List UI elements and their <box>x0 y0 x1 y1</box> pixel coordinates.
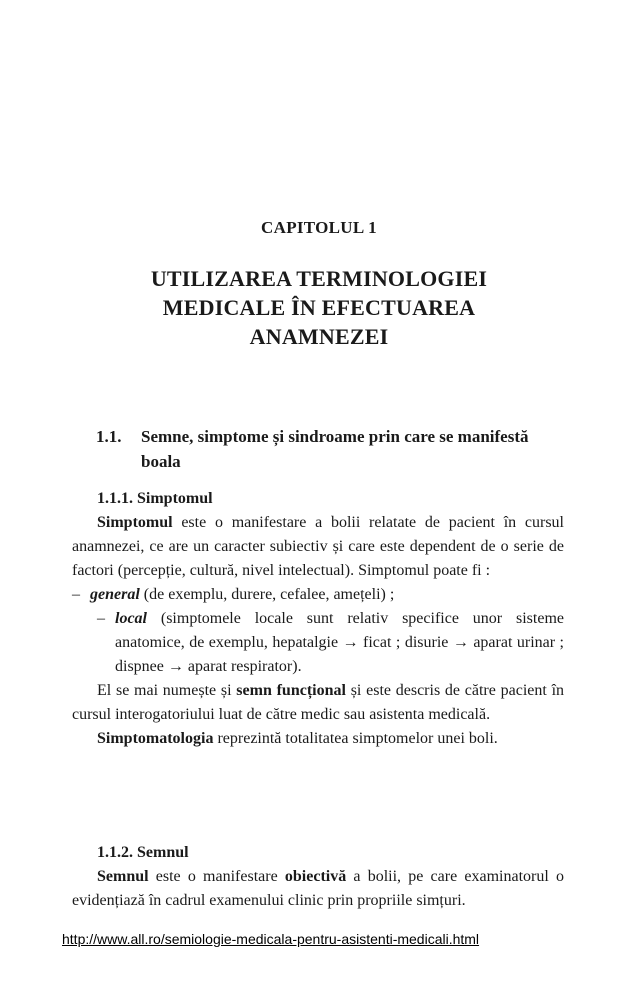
dash-bullet-icon: – <box>72 586 80 603</box>
paragraph-text: este o manifestare <box>148 868 285 885</box>
paragraph <box>72 727 564 751</box>
paragraph <box>72 865 564 913</box>
paragraph-text: și este descris de către pacient în cursul interogatoriului luat de către medic sau asistenta medicală. <box>72 682 565 723</box>
chapter-title-line: ANAMNEZEI <box>249 324 389 349</box>
term-bold: semn funcțional <box>236 682 346 699</box>
chapter-title-line: MEDICALE ÎN EFECTUAREA <box>162 295 476 320</box>
term-bold: Semnul <box>97 868 149 885</box>
paragraph-text: reprezintă totalitatea simptomelor unei boli. <box>213 730 498 747</box>
paragraph-text: este o manifestare a bolii relatate de pacient în cursul anamnezei, ce are un caracter subiectiv și care este dependent de o serie de factori (percepție, cultură, nivel intelectual). Simptomul poate fi : <box>72 514 564 579</box>
list-item <box>97 607 564 679</box>
paragraph <box>72 679 564 727</box>
section-number: 1.1. <box>96 427 122 446</box>
section-heading <box>96 424 536 474</box>
subsection-heading: 1.1.1. Simptomul <box>97 490 213 507</box>
chapter-title <box>0 264 638 351</box>
list-item-text: (simptomele locale sunt relativ specifice unor sisteme anatomice, de exemplu, hepatalgie → ficat ; disurie → aparat urinar ; dispnee → aparat respirator). <box>115 610 564 675</box>
source-link[interactable]: http://www.all.ro/semiologie-medicala-pentru-asistenti-medicali.html <box>62 931 480 947</box>
simptomul-block <box>72 487 564 751</box>
list-item <box>72 583 564 607</box>
section-title: Semne, simptome și sindroame prin care se manifestă boala <box>141 427 529 471</box>
term-bold: obiectivă <box>284 868 347 885</box>
dash-bullet-icon: – <box>97 610 105 627</box>
chapter-title-line: UTILIZAREA TERMINOLOGIEI <box>150 266 488 291</box>
term-bold: Simptomul <box>97 514 173 531</box>
term-bold-italic: general <box>90 586 140 603</box>
subsection-heading: 1.1.2. Semnul <box>97 844 189 861</box>
paragraph-text: El se mai numește și <box>97 682 237 699</box>
paragraph <box>72 511 564 583</box>
paragraph-text: a bolii, pe care examinatorul o evidențiază în cadrul examenului clinic prin propriile simțuri. <box>72 868 565 909</box>
semnul-block <box>72 841 564 913</box>
list-item-text: (de exemplu, durere, cefalee, amețeli) ; <box>139 586 395 603</box>
term-bold: Simptomatologia <box>97 730 214 747</box>
chapter-label: CAPITOLUL 1 <box>261 218 377 237</box>
term-bold-italic: local <box>115 610 147 627</box>
